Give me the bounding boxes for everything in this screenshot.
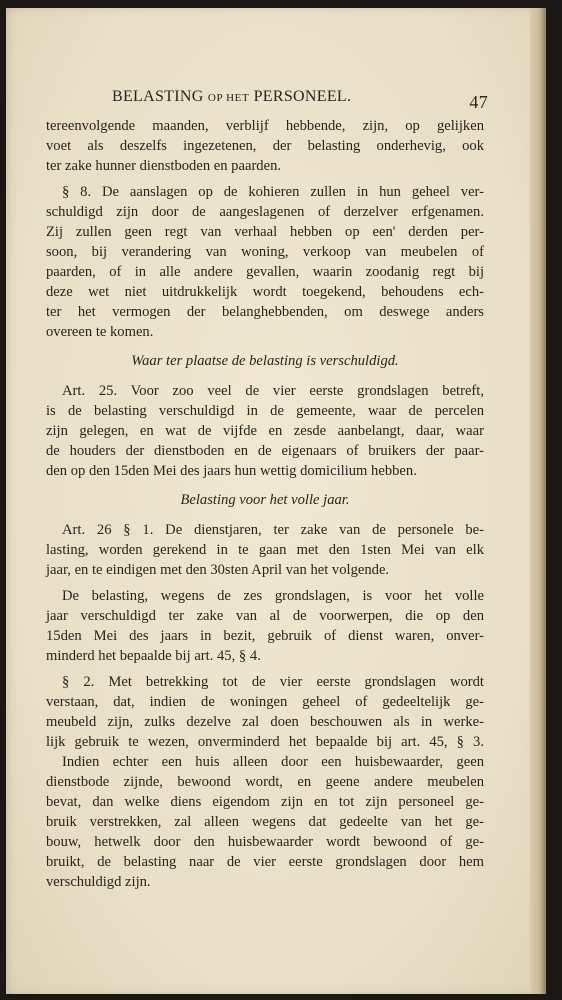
text-line: jaar, en te eindigen met den 30sten April van het volgende. bbox=[46, 562, 390, 578]
text-line: voet als deszelfs ingezetenen, der belasting onderhevig, ook bbox=[46, 138, 484, 154]
text-line: tereenvolgende maanden, verblijf hebbende, zijn, op gelijken bbox=[46, 118, 484, 134]
text-line: lasting, worden gerekend in te gaan met den 1sten Mei van elk bbox=[46, 542, 484, 558]
text-line: verstaan, dat, indien de woningen geheel of gedeeltelijk ge- bbox=[46, 694, 484, 710]
text-line: overeen te komen. bbox=[46, 324, 154, 340]
header-title-3: PERSONEEL. bbox=[253, 88, 352, 105]
book-page bbox=[6, 8, 546, 994]
header-title-2: OP HET bbox=[207, 92, 250, 104]
header-title-1: BELASTING bbox=[112, 88, 204, 105]
section-heading: Belasting voor het volle jaar. bbox=[180, 492, 350, 508]
text-line: Art. 25. Voor zoo veel de vier eerste grondslagen betreft, bbox=[62, 383, 484, 399]
text-line: soon, bij verandering van woning, verkoop van meubelen of bbox=[46, 244, 484, 260]
text-line: Art. 26 § 1. De dienstjaren, ter zake van de personele be- bbox=[62, 522, 484, 538]
text-line: bevat, dan welke diens eigendom zijn en tot zijn personeel ge- bbox=[46, 794, 484, 810]
text-line: ter zake hunner dienstboden en paarden. bbox=[46, 158, 282, 174]
text-line: 15den Mei des jaars in bezit, gebruik of dienst waren, onver- bbox=[46, 628, 484, 644]
page-edge bbox=[530, 8, 546, 994]
text-line: bruikt, de belasting naar de vier eerste grondslagen door hem bbox=[46, 854, 484, 870]
text-line: paarden, of in alle andere gevallen, waarin zoodanig regt bij bbox=[46, 264, 484, 280]
running-header bbox=[112, 88, 488, 112]
text-line: De belasting, wegens de zes grondslagen, is voor het volle bbox=[62, 588, 484, 604]
text-line: Zij zullen geen regt van verhaal hebben op een' derden per- bbox=[46, 224, 484, 240]
text-line: schuldigd zijn door de aangeslagenen of derzelver erfgenamen. bbox=[46, 204, 484, 220]
text-line: lijk gebruik te wezen, onverminderd het bepaalde bij art. 45, § 3. bbox=[46, 734, 484, 750]
page-number: 47 bbox=[469, 92, 488, 112]
body-text bbox=[46, 116, 484, 892]
text-line: verschuldigd zijn. bbox=[46, 874, 151, 890]
text-line: den op den 15den Mei des jaars hun wettig domicilium hebben. bbox=[46, 463, 417, 479]
text-line: § 8. De aanslagen op de kohieren zullen in hun geheel ver- bbox=[62, 184, 484, 200]
text-line: minderd het bepaalde bij art. 45, § 4. bbox=[46, 648, 261, 664]
text-line: zijn gelegen, en wat de vijfde en zesde aanbelangt, daar, waar bbox=[46, 423, 484, 439]
text-line: dienstbode zijnde, bewoond wordt, en geene andere meubelen bbox=[46, 774, 484, 790]
text-line: de houders der dienstboden en de eigenaars of bruikers der paar- bbox=[46, 443, 484, 459]
text-line: is de belasting verschuldigd in de gemeente, waar de percelen bbox=[46, 403, 484, 419]
text-line: ter het vermogen der belanghebbenden, om deswege anders bbox=[46, 304, 484, 320]
text-line: bouw, hetwelk door den huisbewaarder wordt bewoond of ge- bbox=[46, 834, 484, 850]
text-line: meubeld zijn, zulks dezelve zal doen beschouwen als in werke- bbox=[46, 714, 484, 730]
text-line: jaar verschuldigd ter zake van al de voorwerpen, die op den bbox=[46, 608, 484, 624]
text-line: bruik verstrekken, zal alleen wegens dat gedeelte van het ge- bbox=[46, 814, 484, 830]
text-line: § 2. Met betrekking tot de vier eerste grondslagen wordt bbox=[62, 674, 484, 690]
text-line: deze wet niet uitdrukkelijk wordt toegekend, behoudens ech- bbox=[46, 284, 484, 300]
text-line: Indien echter een huis alleen door een huisbewaarder, geen bbox=[62, 754, 484, 770]
section-heading: Waar ter plaatse de belasting is verschuldigd. bbox=[131, 353, 399, 369]
